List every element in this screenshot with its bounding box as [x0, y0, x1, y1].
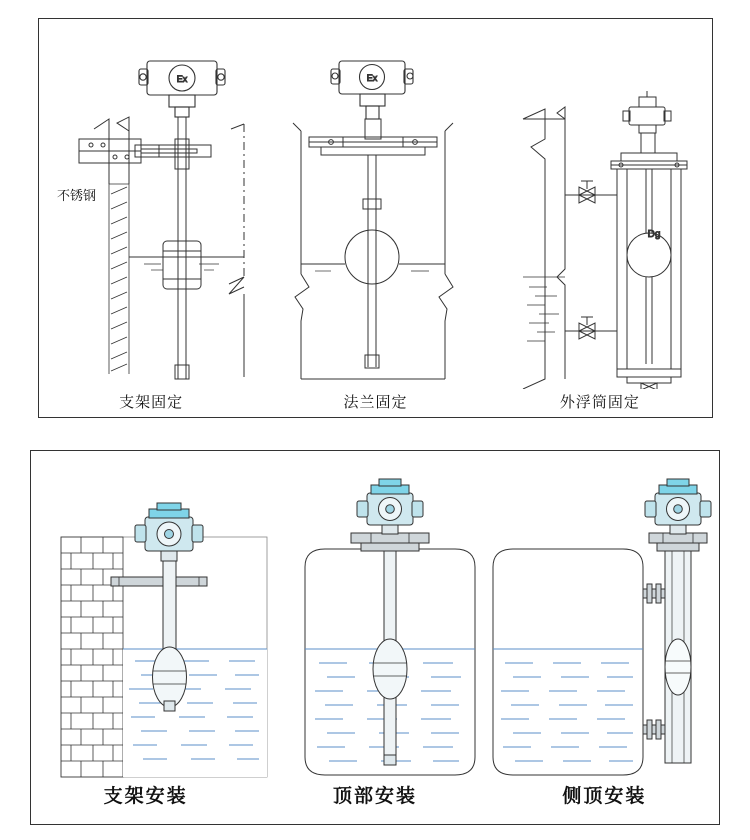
top-install-figure — [283, 471, 498, 781]
svg-text:Dg: Dg — [647, 229, 661, 240]
caption-bracket-install: 支架安装 — [103, 786, 188, 807]
float-chamber — [617, 169, 681, 369]
mounting-bracket — [79, 139, 211, 163]
side-top-install-figure — [483, 471, 713, 781]
lower-valve — [565, 317, 617, 339]
tank-liquid-level — [523, 277, 565, 341]
transmitter-head — [135, 503, 203, 561]
upper-connection-pipe — [643, 584, 665, 603]
float-body — [153, 647, 187, 707]
drain-valve — [617, 369, 681, 389]
stainless-steel-label: 不锈钢 — [57, 188, 97, 203]
upper-valve — [565, 181, 617, 203]
brick-wall — [61, 537, 123, 777]
side-float-chamber — [665, 551, 691, 763]
flange-connection — [351, 533, 429, 551]
float-body — [163, 241, 201, 289]
float-body — [373, 639, 407, 699]
external-chamber-fixed-figure — [487, 19, 712, 389]
bracket-install-figure — [49, 481, 279, 781]
top-panel-captions — [39, 391, 712, 412]
ball-float — [345, 230, 399, 284]
caption-side-top-install: 侧顶安装 — [562, 786, 647, 807]
caption-flange-fixed: 法兰固定 — [343, 394, 408, 411]
transmitter-head — [623, 91, 671, 133]
transmitter-head — [331, 61, 413, 119]
support-plate — [111, 577, 207, 586]
liquid-body — [123, 649, 267, 777]
chamber-top-flange — [611, 153, 687, 169]
lower-connection-pipe — [643, 720, 665, 739]
svg-text:Ex: Ex — [366, 73, 378, 83]
caption-top-install: 顶部安装 — [332, 786, 417, 807]
bottom-panel-captions — [31, 781, 719, 808]
flange-fixed-figure — [271, 19, 486, 389]
tank-wall — [523, 107, 565, 389]
bottom-panel — [30, 450, 720, 825]
liquid-level — [301, 264, 445, 271]
flange-connection — [309, 137, 437, 155]
svg-text:Ex: Ex — [176, 74, 188, 84]
liquid-body — [493, 649, 643, 761]
wall — [109, 184, 129, 374]
caption-external-chamber-fixed: 外浮筒固定 — [559, 394, 640, 411]
caption-bracket-fixed: 支架固定 — [119, 394, 184, 411]
tank-body — [493, 549, 643, 775]
bracket-fixed-figure — [39, 19, 269, 389]
transmitter-head — [357, 479, 423, 534]
flange-connection — [649, 533, 707, 551]
transmitter-head — [139, 61, 225, 117]
transmitter-head — [645, 479, 711, 534]
top-panel — [38, 18, 713, 418]
